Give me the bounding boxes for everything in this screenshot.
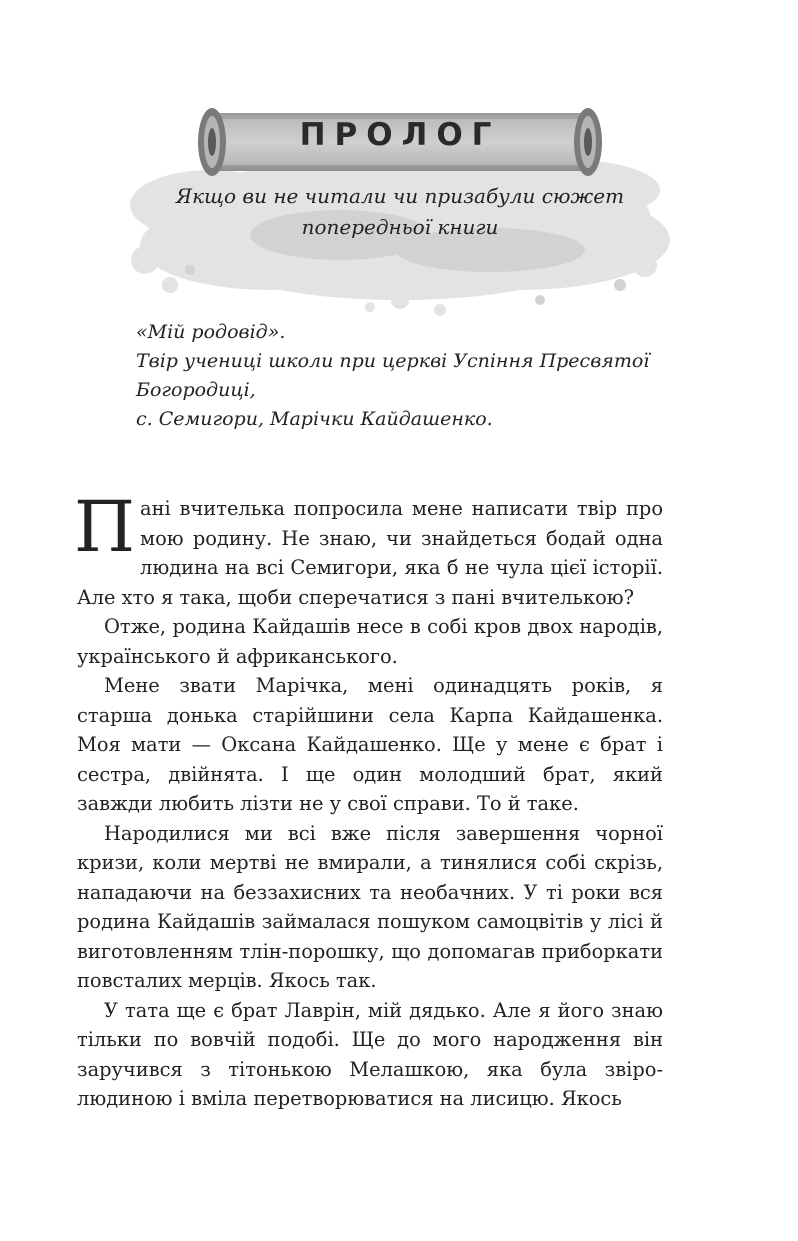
- subtitle-line: Якщо ви не читали чи призабули сюжет: [175, 184, 625, 208]
- chapter-title: ПРОЛОГ: [299, 117, 501, 153]
- chapter-subtitle: [100, 181, 700, 243]
- paragraph-text: ані вчителька попросила мене написати твір про мою родину. Не знаю, чи знайдеться бодай одна людина на всі Семигори, яка б не чула цієї історії. Але хто я така, щоби сперечатися з пані вчителькою?: [77, 497, 663, 609]
- epigraph-line: Твір учениці школи при церкві Успіння Пресвятої: [136, 350, 650, 372]
- epigraph: [136, 318, 696, 434]
- paragraph: Мене звати Марічка, мені одинадцять років, я старша донька старійшини села Карпа Кайдашенка. Моя мати — Оксана Кайдашенко. Ще у мене є брат і сестра, двійнята. І ще один молодший брат, який завжди любить лізти не у свої справи. То й таке.: [77, 674, 663, 815]
- paragraph: Отже, родина Кайдашів несе в собі кров двох народів, українського й африканського.: [77, 615, 663, 668]
- subtitle-line: попередньої книги: [301, 215, 499, 239]
- paragraph: [74, 486, 663, 612]
- chapter-header: [100, 95, 700, 325]
- drop-cap: П: [74, 486, 136, 568]
- paragraph: У тата ще є брат Лаврін, мій дядько. Але я його знаю тільки по вовчій подобі. Ще до мого народження він заручився з тітонькою Мелашкою, яка була звіро-людиною і вміла перетворюватися на лисицю. Якось: [77, 998, 663, 1110]
- epigraph-line: «Мій родовід».: [136, 321, 286, 343]
- body-text: [74, 486, 663, 1114]
- epigraph-line: с. Семигори, Марічки Кайдашенко.: [136, 408, 493, 430]
- epigraph-line: Богородиці,: [136, 379, 256, 401]
- paragraph: Народилися ми всі вже після завершення чорної кризи, коли мертві не вмирали, а тинялися собі скрізь, нападаючи на беззахисних та необачних. У ті роки вся родина Кайдашів займалася пошуком самоцвітів у лісі й виготовленням тлін-порошку, що допомагав приборкати повсталих мерців. Якось так.: [77, 821, 663, 992]
